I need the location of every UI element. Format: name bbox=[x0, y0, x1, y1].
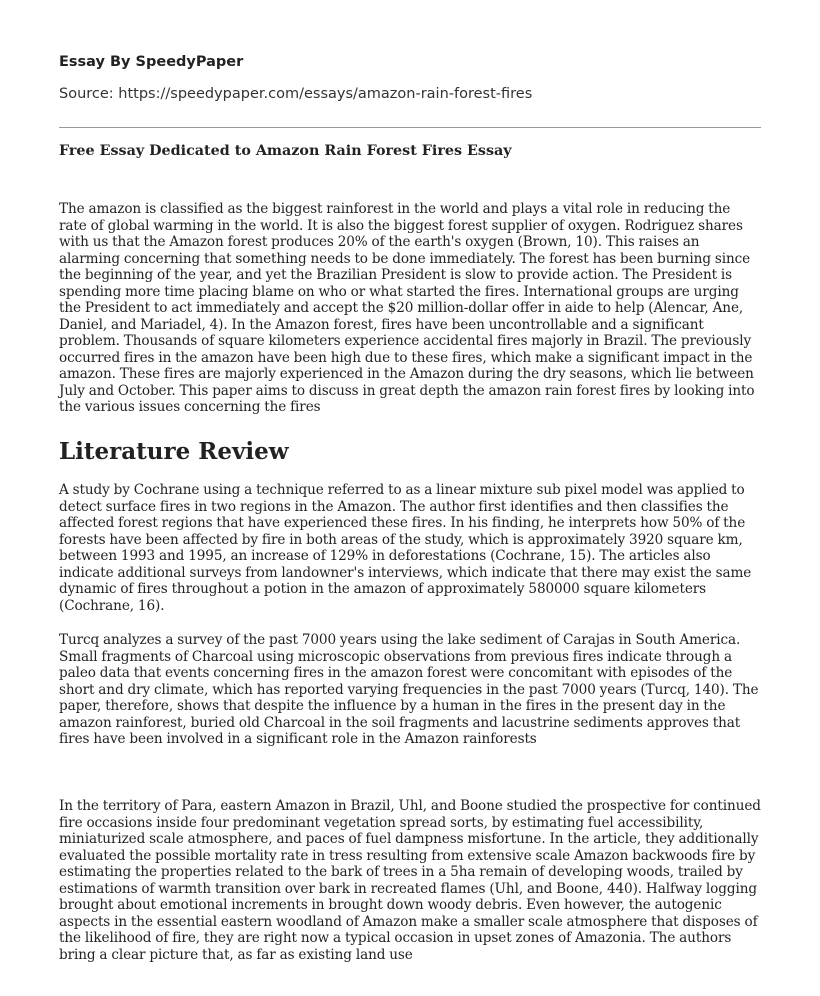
paragraph-turcq: Turcq analyzes a survey of the past 7000 years using the lake sediment of Carajas in South America. Small fragments of Charcoal using microscopic observations from previous fires indicate through a paleo data that events concerning fires in the amazon forest were concomitant with episodes of the short and dry climate, which has reported varying frequencies in the past 7000 years (Turcq, 140). The paper, therefore, shows that despite the influence by a human in the fires in the present day in the amazon rainforest, buried old Charcoal in the soil fragments and lacustrine sediments approves that fires have been involved in a significant role in the Amazon rainforests bbox=[59, 632, 759, 747]
essay-title: Free Essay Dedicated to Amazon Rain Forest Fires Essay bbox=[59, 143, 512, 159]
essay-by-label: Essay By SpeedyPaper bbox=[59, 54, 244, 70]
header-divider bbox=[59, 127, 761, 128]
intro-paragraph: The amazon is classified as the biggest rainforest in the world and plays a vital role in reducing the rate of global warming in the world. It is also the biggest forest supplier of oxygen. Rodriguez shares with us that the Amazon forest produces 20% of the earth's oxygen (Brown, 10). This raises an alarming concerning that something needs to be done immediately. The forest has been burning since the beginning of the year, and yet the Brazilian President is slow to provide action. The President is spending more time placing blame on who or what started the fires. International groups are urging the President to act immediately and accept the $20 million-dollar offer in aide to help (Alencar, Ane, Daniel, and Mariadel, 4). In the Amazon forest, fires have been uncontrollable and a significant problem. Thousands of square kilometers experience accidental fires majorly in Brazil. The previously occurred fires in the amazon have been high due to these fires, which make a significant impact in the amazon. These fires are majorly experienced in the Amazon during the dry seasons, which lie between July and October. This paper aims to discuss in great depth the amazon rain forest fires by looking into the various issues concerning the fires bbox=[59, 201, 755, 415]
paragraph-uhl-boone: In the territory of Para, eastern Amazon in Brazil, Uhl, and Boone studied the prospective for continued fire occasions inside four predominant vegetation spread sorts, by estimating fuel accessibility, miniaturized scale atmosphere, and paces of fuel dampness misfortune. In the article, they additionally evaluated the possible mortality rate in tress resulting from extensive scale Amazon backwoods fire by estimating the properties related to the bark of trees in a 5ha remain of developing woods, trailed by estimations of warmth transition over bark in recreated flames (Uhl, and Boone, 440). Halfway logging brought about emotional increments in brought down woody debris. Even however, the autogenic aspects in the essential eastern woodland of Amazon make a smaller scale atmosphere that disposes of the likelihood of fire, they are right now a typical occasion in upset zones of Amazonia. The authors bring a clear picture that, as far as existing land use bbox=[59, 798, 761, 963]
paragraph-cochrane: A study by Cochrane using a technique referred to as a linear mixture sub pixel model was applied to detect surface fires in two regions in the Amazon. The author first identifies and then classifies the affected forest regions that have experienced these fires. In his finding, he interprets how 50% of the forests have been affected by fire in both areas of the study, which is approximately 3920 square km, between 1993 and 1995, an increase of 129% in deforestations (Cochrane, 15). The articles also indicate additional surveys from landowner's interviews, which indicate that there may exist the same dynamic of fires throughout a potion in the amazon of approximately 580000 square kilometers (Cochrane, 16). bbox=[59, 482, 752, 614]
section-heading-literature-review: Literature Review bbox=[59, 438, 289, 465]
source-url: Source: https://speedypaper.com/essays/amazon-rain-forest-fires bbox=[59, 86, 533, 102]
